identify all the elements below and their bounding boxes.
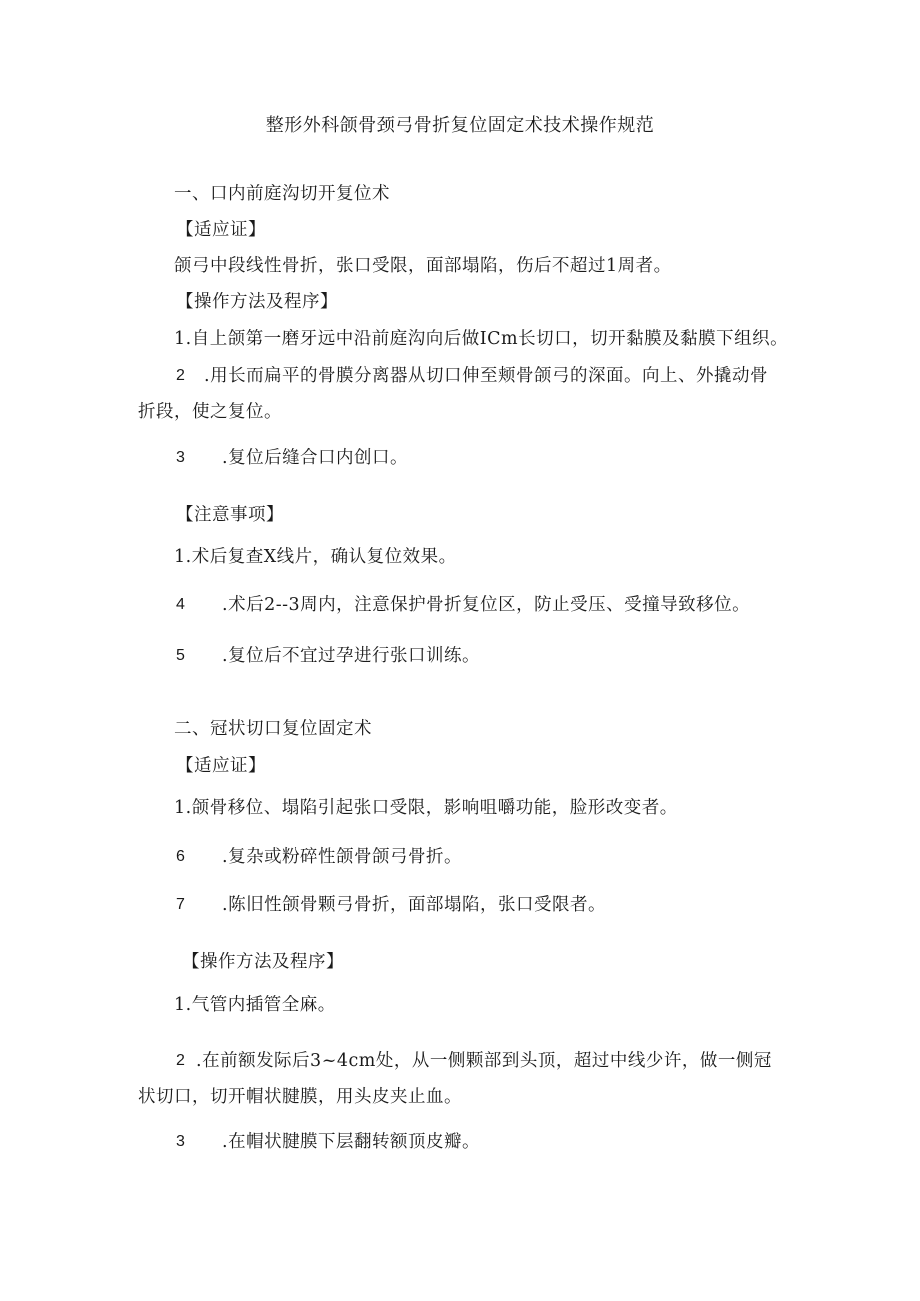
section-2-indication-3-number: 7	[176, 896, 185, 913]
section-1-step-3-text: .复位后缝合口内创口。	[222, 448, 409, 468]
section-1-method-label: 【操作方法及程序】	[176, 292, 338, 312]
section-1-heading: 一、口内前庭沟切开复位术	[174, 184, 390, 204]
section-2-step-1: 1.气管内插管全麻。	[174, 995, 336, 1015]
document-title: 整形外科颌骨颈弓骨折复位固定术技术操作规范	[265, 115, 655, 136]
section-1-step-3-number: 3	[176, 449, 185, 466]
section-2-indication-2-text: .复杂或粉碎性颌骨颌弓骨折。	[222, 847, 463, 867]
section-1-note-3-text: .复位后不宜过孕进行张口训练。	[222, 646, 481, 666]
section-1-note-2-text: .术后2--3周内，注意保护骨折复位区，防止受压、受撞导致移位。	[222, 595, 751, 615]
section-2-step-3-number: 3	[176, 1133, 185, 1150]
section-2-method-label: 【操作方法及程序】	[182, 952, 344, 972]
section-1-step-2-number: 2	[176, 367, 185, 384]
section-2-indication-1: 1.颌骨移位、塌陷引起张口受限，影响咀嚼功能，脸形改变者。	[174, 798, 678, 818]
section-2-indication-label: 【适应证】	[176, 756, 266, 776]
section-2-indication-3-text: .陈旧性颌骨颗弓骨折，面部塌陷，张口受限者。	[222, 895, 607, 915]
section-1-step-1: 1.自上颌第一磨牙远中沿前庭沟向后做ICm长切口，切开黏膜及黏膜下组织。	[174, 329, 789, 349]
section-2-heading: 二、冠状切口复位固定术	[174, 719, 372, 739]
section-2-step-3-text: .在帽状腱膜下层翻转额顶皮瓣。	[222, 1132, 481, 1152]
section-2-indication-2-number: 6	[176, 848, 185, 865]
section-1-note-3-number: 5	[176, 647, 185, 664]
section-1-notes-label: 【注意事项】	[176, 505, 284, 525]
section-1-step-2-line-2: 折段，使之复位。	[138, 402, 282, 422]
section-1-note-2-number: 4	[176, 596, 185, 613]
section-2-step-2-number: 2	[176, 1052, 185, 1069]
section-2-step-2-line-2: 状切口，切开帽状腱膜，用头皮夹止血。	[138, 1087, 462, 1107]
section-2-step-2-line-1: .在前额发际后3~4cm处，从一侧颗部到头顶，超过中线少许，做一侧冠	[196, 1051, 772, 1071]
section-1-indication-label: 【适应证】	[176, 220, 266, 240]
section-1-note-1: 1.术后复查X线片，确认复位效果。	[174, 547, 457, 567]
section-1-step-2-line-1: .用长而扁平的骨膜分离器从切口伸至颊骨颌弓的深面。向上、外撬动骨	[204, 366, 769, 386]
section-1-indication-text: 颌弓中段线性骨折，张口受限，面部塌陷，伤后不超过1周者。	[174, 256, 672, 276]
